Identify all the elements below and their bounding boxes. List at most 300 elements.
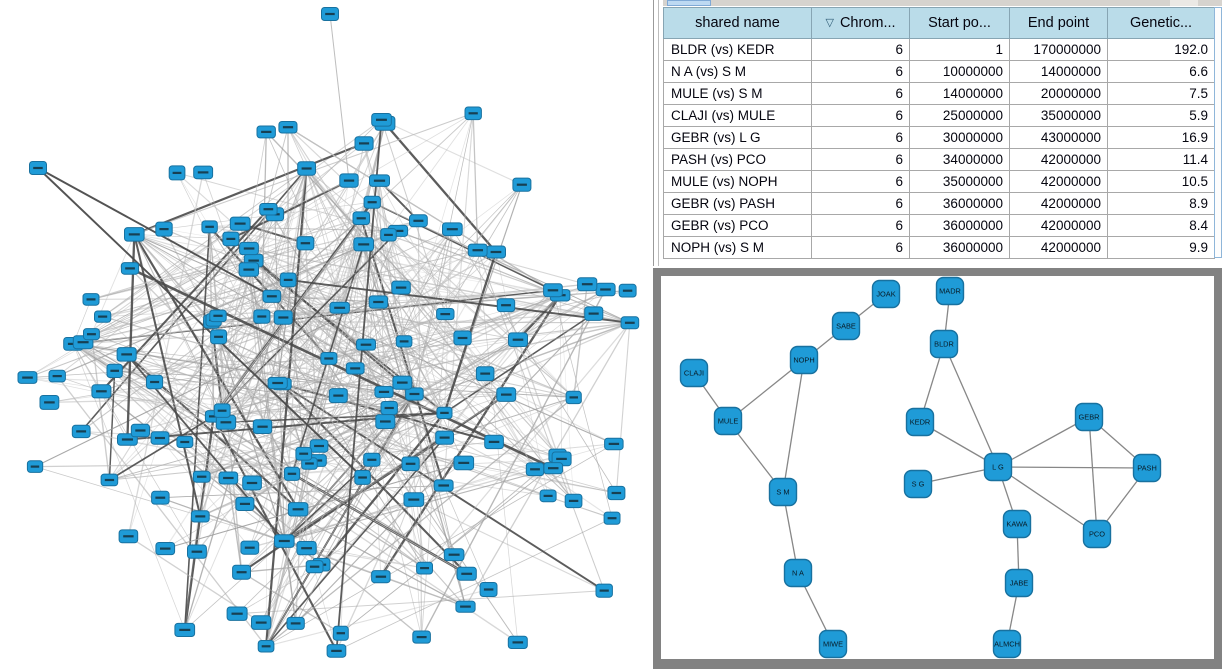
node-label: S G	[911, 479, 925, 489]
network-node-s-m[interactable]	[770, 479, 797, 506]
column-header-start-po---[interactable]	[910, 8, 1010, 39]
table-cell[interactable]: 35000000	[910, 171, 1010, 193]
table-cell[interactable]: 25000000	[910, 105, 1010, 127]
network-node-noph[interactable]	[791, 347, 818, 374]
table-cell[interactable]: 43000000	[1010, 127, 1108, 149]
network-node[interactable]	[297, 542, 316, 555]
table-cell[interactable]: 34000000	[910, 149, 1010, 171]
network-node[interactable]	[280, 273, 296, 287]
table-cell[interactable]: MULE (vs) NOPH	[664, 171, 812, 193]
table-cell[interactable]: 42000000	[1010, 215, 1108, 237]
network-node[interactable]	[544, 463, 563, 474]
table-header-row	[664, 8, 1215, 39]
table-cell[interactable]: 6	[812, 149, 910, 171]
network-node[interactable]	[436, 431, 454, 444]
network-node[interactable]	[30, 162, 47, 175]
network-node[interactable]	[454, 331, 471, 345]
table-cell[interactable]: N A (vs) S M	[664, 61, 812, 83]
network-edge[interactable]	[944, 344, 998, 467]
table-cell[interactable]: 14000000	[1010, 61, 1108, 83]
node-label	[458, 337, 468, 339]
network-node[interactable]	[621, 317, 639, 329]
network-node[interactable]	[355, 137, 373, 151]
node-label	[440, 412, 449, 414]
node-label	[447, 228, 458, 230]
table-row[interactable]	[664, 105, 1215, 127]
network-node[interactable]	[254, 310, 270, 323]
network-node[interactable]	[257, 126, 275, 138]
network-node[interactable]	[101, 474, 118, 486]
table-cell[interactable]: 42000000	[1010, 193, 1108, 215]
network-node[interactable]	[619, 284, 636, 297]
network-node[interactable]	[219, 472, 238, 484]
network-node[interactable]	[413, 631, 431, 643]
network-node[interactable]	[327, 645, 346, 658]
network-node[interactable]	[396, 336, 412, 347]
network-node[interactable]	[233, 565, 251, 579]
network-node-almch[interactable]	[994, 631, 1021, 658]
node-label	[589, 313, 599, 315]
network-node[interactable]	[191, 511, 209, 522]
table-cell[interactable]: BLDR (vs) KEDR	[664, 39, 812, 61]
node-label: N A	[792, 568, 804, 578]
network-node[interactable]	[322, 8, 339, 21]
network-edge[interactable]	[1089, 417, 1097, 534]
network-node[interactable]	[357, 339, 376, 350]
h-scrollbar-button[interactable]	[1170, 0, 1198, 6]
network-node[interactable]	[513, 178, 531, 191]
node-label	[155, 437, 165, 439]
network-node[interactable]	[279, 122, 297, 134]
network-node[interactable]	[437, 309, 454, 320]
network-node[interactable]	[355, 471, 371, 485]
node-label	[257, 426, 267, 428]
filter-funnel-icon[interactable]: ▽	[825, 17, 834, 29]
network-node[interactable]	[310, 440, 328, 452]
table-cell[interactable]: 30000000	[910, 127, 1010, 149]
node-label	[195, 515, 205, 517]
horizontal-scrollbar[interactable]	[663, 0, 1222, 6]
network-node[interactable]	[443, 223, 463, 236]
node-label	[469, 112, 478, 114]
network-node[interactable]	[393, 376, 412, 389]
network-node[interactable]	[156, 543, 175, 555]
column-header-label: Start po...	[928, 15, 991, 31]
table-row[interactable]	[664, 149, 1215, 171]
network-node-gebr[interactable]	[1076, 404, 1103, 431]
network-node[interactable]	[125, 228, 145, 242]
network-node-n-a[interactable]	[785, 560, 812, 587]
network-node[interactable]	[236, 497, 254, 510]
network-node[interactable]	[402, 457, 419, 471]
network-edge[interactable]	[185, 416, 214, 630]
network-node[interactable]	[284, 467, 299, 480]
table-cell[interactable]: GEBR (vs) PCO	[664, 215, 812, 237]
column-header-end-point[interactable]	[1010, 8, 1108, 39]
node-label	[461, 573, 472, 575]
node-label	[337, 632, 345, 634]
network-node[interactable]	[578, 278, 597, 291]
network-edge[interactable]	[783, 360, 804, 492]
network-node[interactable]	[177, 436, 193, 447]
table-row[interactable]	[664, 127, 1215, 149]
table-cell[interactable]: 10000000	[910, 61, 1010, 83]
network-node[interactable]	[372, 114, 392, 127]
table-cell[interactable]: 6	[812, 193, 910, 215]
network-node-joak[interactable]	[873, 281, 900, 308]
vertical-scrollbar[interactable]	[1214, 7, 1222, 258]
network-node[interactable]	[364, 453, 380, 466]
table-cell[interactable]: 170000000	[1010, 39, 1108, 61]
network-node[interactable]	[121, 263, 138, 275]
table-cell[interactable]: 9.9	[1108, 237, 1215, 259]
network-node[interactable]	[243, 476, 262, 490]
network-node[interactable]	[456, 601, 475, 612]
node-label	[223, 477, 234, 479]
node-label	[556, 458, 567, 460]
network-edge[interactable]	[382, 120, 522, 185]
network-node[interactable]	[175, 623, 195, 636]
node-label	[213, 315, 222, 317]
node-label	[261, 131, 271, 133]
table-cell[interactable]: NOPH (vs) S M	[664, 237, 812, 259]
network-node[interactable]	[585, 307, 603, 321]
network-node[interactable]	[417, 562, 433, 574]
network-node[interactable]	[437, 407, 452, 418]
table-cell[interactable]: 8.4	[1108, 215, 1215, 237]
node-label	[218, 410, 227, 412]
network-node[interactable]	[210, 310, 226, 322]
table-row[interactable]	[664, 39, 1215, 61]
network-node[interactable]	[18, 372, 37, 384]
node-label	[240, 503, 250, 505]
network-node[interactable]	[605, 438, 624, 450]
network-node[interactable]	[230, 217, 250, 230]
table-cell[interactable]: 8.9	[1108, 193, 1215, 215]
table-cell[interactable]: 11.4	[1108, 149, 1215, 171]
network-node[interactable]	[214, 404, 230, 418]
column-header-genetic---[interactable]	[1108, 8, 1215, 39]
node-label	[288, 473, 297, 475]
network-node-l-g[interactable]	[985, 454, 1012, 481]
network-node[interactable]	[497, 299, 514, 312]
node-label	[96, 390, 107, 392]
node-label	[473, 249, 484, 251]
network-node-mule[interactable]	[715, 408, 742, 435]
table-cell[interactable]: 6	[812, 237, 910, 259]
node-label	[569, 500, 578, 502]
network-node[interactable]	[119, 530, 138, 543]
network-node[interactable]	[263, 290, 281, 302]
node-label	[279, 540, 290, 542]
node-label	[417, 636, 427, 638]
network-node-sabe[interactable]	[833, 313, 860, 340]
edge-attribute-table[interactable]	[663, 7, 1215, 259]
table-cell[interactable]: 6	[812, 127, 910, 149]
node-label	[420, 567, 429, 569]
network-node[interactable]	[151, 432, 169, 445]
node-label	[376, 119, 387, 121]
network-node[interactable]	[340, 174, 358, 187]
column-header-shared-name[interactable]	[664, 8, 812, 39]
network-node-bldr[interactable]	[931, 331, 958, 358]
table-cell[interactable]: GEBR (vs) L G	[664, 127, 812, 149]
network-node[interactable]	[406, 388, 424, 400]
table-cell[interactable]: 42000000	[1010, 149, 1108, 171]
node-label	[410, 393, 420, 395]
node-label	[226, 238, 235, 240]
network-node[interactable]	[364, 196, 380, 208]
table-cell[interactable]: 20000000	[1010, 83, 1108, 105]
network-node[interactable]	[202, 221, 217, 233]
node-label	[299, 453, 308, 455]
table-cell[interactable]: MULE (vs) S M	[664, 83, 812, 105]
node-label	[155, 497, 165, 499]
network-node[interactable]	[526, 463, 543, 476]
network-node[interactable]	[321, 353, 337, 365]
table-cell[interactable]: 1	[910, 39, 1010, 61]
table-cell[interactable]: 6	[812, 215, 910, 237]
network-node[interactable]	[211, 330, 227, 344]
table-cell[interactable]: 14000000	[910, 83, 1010, 105]
table-cell[interactable]: 192.0	[1108, 39, 1215, 61]
network-node[interactable]	[241, 541, 259, 554]
network-node[interactable]	[147, 375, 163, 388]
network-node[interactable]	[240, 242, 259, 254]
node-label	[501, 394, 512, 396]
node-label	[243, 269, 254, 271]
table-cell[interactable]: 6	[812, 39, 910, 61]
node-label: GEBR	[1078, 412, 1100, 422]
node-label	[150, 381, 159, 383]
table-cell[interactable]: PASH (vs) PCO	[664, 149, 812, 171]
node-label	[237, 571, 247, 573]
network-node[interactable]	[194, 166, 213, 179]
node-label	[368, 201, 377, 203]
network-node[interactable]	[329, 389, 347, 403]
network-node[interactable]	[227, 607, 247, 620]
table-cell[interactable]: 6	[812, 61, 910, 83]
network-edge[interactable]	[616, 323, 629, 493]
network-node[interactable]	[392, 281, 411, 294]
h-scrollbar-thumb[interactable]	[667, 0, 711, 6]
network-node[interactable]	[252, 616, 271, 630]
node-label	[380, 420, 391, 422]
network-node[interactable]	[376, 415, 395, 429]
network-node[interactable]	[72, 425, 90, 437]
network-node[interactable]	[404, 493, 424, 507]
network-node-pco[interactable]	[1084, 521, 1111, 548]
table-cell[interactable]: 6	[812, 83, 910, 105]
network-node[interactable]	[275, 535, 295, 548]
network-node-madr[interactable]	[937, 278, 964, 305]
node-label: MADR	[939, 286, 961, 296]
node-label	[376, 576, 386, 578]
network-node[interactable]	[298, 162, 316, 176]
table-cell[interactable]: 42000000	[1010, 171, 1108, 193]
node-label	[44, 401, 55, 403]
network-node[interactable]	[84, 329, 100, 340]
node-label	[125, 267, 135, 269]
network-node[interactable]	[369, 296, 387, 308]
node-label	[373, 301, 383, 303]
network-node[interactable]	[372, 571, 391, 583]
node-label: NOPH	[793, 355, 815, 365]
network-node[interactable]	[468, 244, 487, 256]
node-label	[232, 613, 243, 615]
node-label	[173, 172, 182, 174]
network-node[interactable]	[354, 238, 374, 251]
table-cell[interactable]: 16.9	[1108, 127, 1215, 149]
network-node[interactable]	[480, 583, 497, 597]
node-label	[301, 242, 310, 244]
table-cell[interactable]: 10.5	[1108, 171, 1215, 193]
network-node[interactable]	[566, 391, 581, 403]
network-node[interactable]	[253, 420, 271, 434]
network-node[interactable]	[381, 402, 397, 415]
node-label	[293, 508, 304, 510]
network-node[interactable]	[92, 385, 111, 398]
table-row[interactable]	[664, 83, 1215, 105]
network-node[interactable]	[353, 212, 370, 225]
node-label	[121, 353, 132, 355]
table-cell[interactable]: 7.5	[1108, 83, 1215, 105]
network-node[interactable]	[287, 617, 304, 629]
network-edge[interactable]	[998, 467, 1147, 468]
network-node[interactable]	[476, 367, 494, 381]
table-cell[interactable]: 35000000	[1010, 105, 1108, 127]
network-node[interactable]	[485, 435, 504, 448]
network-node[interactable]	[330, 302, 349, 313]
network-node-s-g[interactable]	[905, 471, 932, 498]
node-label	[397, 382, 408, 384]
node-label	[361, 344, 372, 346]
table-cell[interactable]: GEBR (vs) PASH	[664, 193, 812, 215]
table-cell[interactable]: CLAJI (vs) MULE	[664, 105, 812, 127]
network-node[interactable]	[169, 166, 185, 180]
network-node[interactable]	[239, 263, 258, 277]
node-label	[408, 499, 419, 501]
table-cell[interactable]: 6.6	[1108, 61, 1215, 83]
network-node[interactable]	[370, 175, 390, 187]
network-node[interactable]	[497, 388, 516, 402]
node-label	[197, 476, 206, 478]
network-node[interactable]	[152, 491, 170, 504]
network-node[interactable]	[381, 229, 397, 241]
network-node[interactable]	[288, 503, 308, 516]
table-cell[interactable]: 36000000	[910, 193, 1010, 215]
network-node[interactable]	[486, 246, 505, 258]
network-node[interactable]	[193, 471, 210, 482]
node-label	[489, 441, 500, 443]
table-cell[interactable]: 42000000	[1010, 237, 1108, 259]
network-node[interactable]	[107, 364, 122, 377]
network-node[interactable]	[188, 545, 207, 558]
network-node[interactable]	[434, 480, 453, 491]
node-label	[460, 606, 471, 608]
network-node[interactable]	[608, 486, 625, 499]
network-node[interactable]	[604, 512, 620, 524]
network-node[interactable]	[509, 333, 528, 347]
network-node[interactable]	[258, 641, 274, 653]
network-node[interactable]	[40, 396, 59, 410]
network-node[interactable]	[457, 567, 476, 580]
node-label	[257, 315, 266, 317]
network-node[interactable]	[410, 215, 428, 227]
network-node[interactable]	[565, 494, 582, 507]
node-label	[245, 547, 255, 549]
table-row[interactable]	[664, 61, 1215, 83]
column-header-chrom---[interactable]	[812, 8, 910, 39]
network-node[interactable]	[540, 490, 556, 502]
network-node[interactable]	[465, 107, 481, 120]
node-label: S M	[776, 487, 790, 497]
network-node[interactable]	[156, 222, 172, 236]
network-node[interactable]	[260, 204, 277, 216]
network-node[interactable]	[297, 237, 314, 250]
node-label	[247, 482, 257, 484]
network-node[interactable]	[346, 363, 364, 374]
network-node[interactable]	[274, 311, 292, 325]
network-node[interactable]	[296, 447, 312, 460]
network-node[interactable]	[27, 461, 42, 473]
network-node[interactable]	[596, 283, 615, 296]
network-node[interactable]	[596, 584, 612, 597]
network-node[interactable]	[268, 377, 287, 388]
network-node[interactable]	[117, 348, 136, 362]
table-cell[interactable]: 36000000	[910, 237, 1010, 259]
network-node[interactable]	[454, 456, 474, 470]
table-row[interactable]	[664, 193, 1215, 215]
network-node[interactable]	[131, 424, 149, 437]
network-node[interactable]	[544, 284, 563, 297]
table-row[interactable]	[664, 171, 1215, 193]
table-cell[interactable]: 5.9	[1108, 105, 1215, 127]
table-row[interactable]	[664, 237, 1215, 259]
network-node-claji[interactable]	[681, 360, 708, 387]
network-edge[interactable]	[288, 127, 560, 295]
network-node-miwe[interactable]	[820, 631, 847, 658]
network-node[interactable]	[83, 294, 99, 306]
node-label	[87, 333, 96, 335]
result-network-canvas[interactable]	[661, 276, 1214, 659]
network-node[interactable]	[306, 561, 323, 573]
table-cell[interactable]: 6	[812, 105, 910, 127]
network-node[interactable]	[444, 549, 464, 561]
network-node[interactable]	[508, 636, 527, 648]
network-node-kawa[interactable]	[1004, 511, 1031, 538]
node-label	[440, 313, 450, 315]
node-label	[608, 517, 617, 519]
node-label	[305, 462, 314, 464]
network-node[interactable]	[223, 232, 239, 246]
network-node-pash[interactable]	[1134, 455, 1161, 482]
network-node[interactable]	[49, 370, 65, 382]
table-row[interactable]	[664, 215, 1215, 237]
network-node[interactable]	[95, 311, 111, 322]
network-node[interactable]	[333, 626, 348, 640]
result-network-view[interactable]	[653, 268, 1222, 669]
node-label	[413, 220, 423, 222]
table-cell[interactable]: 36000000	[910, 215, 1010, 237]
node-label	[78, 341, 89, 343]
table-cell[interactable]: 6	[812, 171, 910, 193]
network-node-jabe[interactable]	[1006, 570, 1033, 597]
panel-splitter[interactable]	[653, 0, 662, 266]
network-node[interactable]	[375, 386, 393, 397]
node-label	[314, 445, 324, 447]
network-node-kedr[interactable]	[907, 409, 934, 436]
